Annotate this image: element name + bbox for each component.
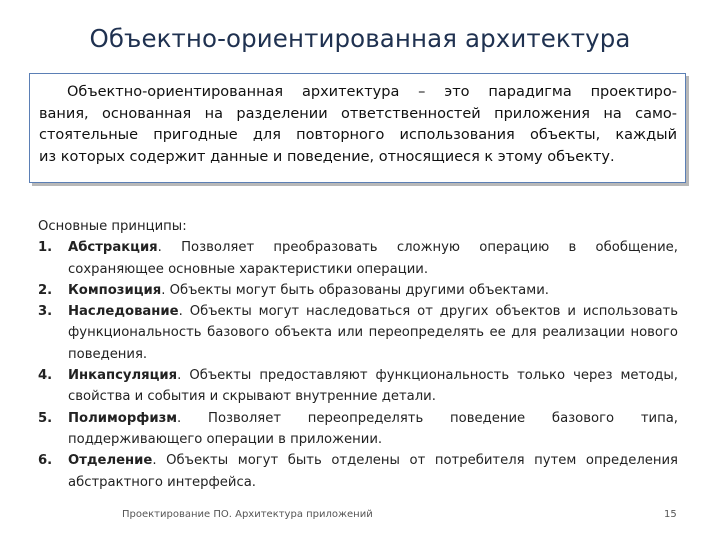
- list-item: [38, 237, 678, 280]
- list-item: [38, 280, 678, 301]
- list-item: [38, 301, 678, 365]
- definition-box: [29, 73, 686, 183]
- item-text: . Объекты предоставляют функциональность только через методы, свойства и события и скрывают внутренние детали.: [68, 368, 678, 405]
- item-text: . Позволяет переопределять поведение базового типа, поддерживающего операции в приложении.: [68, 410, 678, 447]
- item-number: 4.: [38, 368, 53, 384]
- definition-line: из которых содержит данные и поведение, относящиеся к этому объекту.: [39, 148, 615, 165]
- item-number: 1.: [38, 240, 53, 256]
- list-item: [38, 365, 678, 408]
- list-item: [38, 408, 678, 451]
- principles-list: [38, 237, 678, 493]
- definition-line: Объектно-ориентированная архитектура – это парадигма проектиро-: [67, 84, 677, 100]
- item-term: Композиция: [68, 282, 162, 298]
- slide-title: Объектно-ориентированная архитектура: [89, 24, 631, 53]
- item-text: . Позволяет преобразовать сложную операцию в обобщение, сохраняющее основные характеристики операции.: [68, 240, 678, 277]
- item-text: . Объекты могут быть отделены от потребителя путем определения абстрактного интерфейса.: [68, 453, 678, 490]
- item-number: 2.: [38, 282, 53, 298]
- principles-heading: Основные принципы:: [38, 219, 187, 234]
- item-term: Отделение: [68, 453, 153, 469]
- page-number: 15: [664, 509, 677, 520]
- definition-line: вания, основанная на разделении ответственностей приложения на само-: [39, 105, 677, 122]
- item-number: 3.: [38, 304, 53, 320]
- footer-text: Проектирование ПО. Архитектура приложений: [122, 509, 373, 520]
- item-term: Полиморфизм: [68, 410, 178, 426]
- item-number: 5.: [38, 410, 53, 426]
- item-term: Абстракция: [68, 240, 158, 256]
- item-term: Наследование: [68, 304, 179, 320]
- item-term: Инкапсуляция: [68, 368, 178, 384]
- definition-line: стоятельные пригодные для повторного использования объекты, каждый: [39, 127, 677, 143]
- principles-section: [38, 216, 678, 493]
- list-item: [38, 450, 678, 493]
- item-number: 6.: [38, 453, 53, 469]
- item-text: . Объекты могут быть образованы другими объектами.: [161, 282, 549, 298]
- item-text: . Объекты могут наследоваться от других объектов и использовать функциональность базового объекта или переопределять ее для реализации нового поведения.: [68, 304, 678, 362]
